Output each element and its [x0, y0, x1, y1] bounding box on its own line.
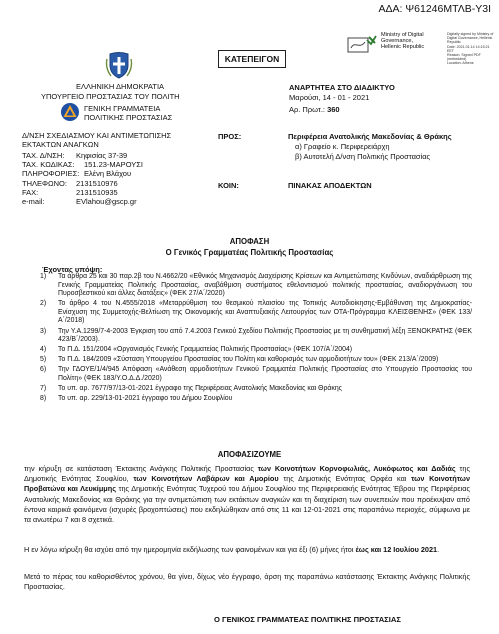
contact-value: Ελένη Βλάχου [84, 169, 132, 179]
list-item [40, 346, 472, 355]
signature-detail-line: Date: 2021.01.14 14:15:21 [447, 44, 490, 49]
list-item-number: 6) [40, 366, 47, 374]
contact-value: 151.23-ΜΑΡΟΥΣΙ [84, 160, 144, 170]
recipient-line-a: α) Γραφείο κ. Περιφερειάρχη [295, 142, 390, 151]
list-item-number: 5) [40, 356, 47, 364]
list-item-number: 1) [40, 273, 47, 280]
list-item-text: Το υπ. αρ. 229/13-01-2021 έγγραφο του Δήμου Σουφλίου [58, 395, 233, 403]
list-item-number: 7) [40, 385, 47, 393]
considerations-list [40, 273, 472, 404]
list-item-text: Την ΓΔΟΥΕ/1/4/945 Απόφαση «Ανάθεση αρμοδιοτήτων Γενικού Γραμματέα Πολιτικής Προστασίας στο Υπουργείο Προστασίας του Πολίτη» (ΦΕΚ 183/Υ.Ο.Δ.Δ./2020) [58, 366, 472, 383]
signer-line: Ministry of Digital [381, 32, 424, 38]
email-link[interactable]: EVlahou@gscp.gr [76, 197, 137, 207]
contact-block [22, 151, 143, 206]
contact-row [22, 188, 143, 197]
protocol-label: Αρ. Πρωτ.: [289, 105, 325, 114]
list-item [40, 356, 472, 365]
signer-line: Hellenic Republic [381, 44, 425, 51]
signature-detail-line: Digital Governance, Hellenic [447, 36, 493, 41]
list-item-text: Το υπ. αρ. 7677/97/13-01-2021 έγγραφο της Περιφέρειας Ανατολικής Μακεδονίας και Θράκης [58, 385, 343, 393]
decide-title: ΑΠΟΦΑΣΙΖΟΥΜΕ [217, 450, 282, 459]
secretariat-line-1: ΓΕΝΙΚΗ ΓΡΑΜΜΑΤΕΙΑ [84, 104, 161, 113]
signature-detail-line: Reason: Signed PDF [447, 53, 481, 58]
paragraph-bold: των Κοινοτήτων Κορνοφωλιάς, Λυκόφωτος και Δαδιάς [257, 464, 456, 473]
cc-value: ΠΙΝΑΚΑΣ ΑΠΟΔΕΚΤΩΝ [288, 181, 372, 190]
list-item-text: Το άρθρο 4 του Ν.4555/2018 «Μεταρρύθμιση του θεσμικού πλαισίου της Τοπικής Αυτοδιοίκησης-Εμβάθυνση της Δημοκρατίας-Ενίσχυση της Συμμετοχής-Βελτίωση της Οικονομικής και Αναπτυξιακής Λειτουργίας των ΟΤΑ-Πρόγραμμα ΚΛΕΙΣΘΕΝΗΣ» (ΦΕΚ 133/Α΄/2018) [58, 300, 472, 325]
signature-detail-line: Republic [447, 40, 461, 45]
signature-detail-line: Location: Athens [447, 61, 474, 66]
list-item-number: 3) [40, 327, 47, 335]
contact-label: e-mail: [22, 197, 45, 207]
list-item [40, 385, 472, 394]
decision-paragraph-2 [24, 545, 470, 555]
directorate-line-2: ΕΚΤΑΚΤΩΝ ΑΝΑΓΚΩΝ [22, 140, 99, 149]
posted-online-label: ΑΝΑΡΤΗΤΕΑ ΣΤΟ ΔΙΑΔΙΚΤΥΟ [289, 83, 395, 92]
contact-row [22, 169, 143, 178]
greek-coat-of-arms-icon [104, 50, 134, 80]
contact-label: ΤΑΧ. ΚΩΔΙΚΑΣ: [22, 160, 75, 170]
contact-label: ΠΛΗΡΟΦΟΡΙΕΣ: [22, 169, 80, 179]
ada-code: ΑΔΑ: Ψ61246ΜΤΛΒ-Υ3Ι [378, 3, 491, 15]
civil-protection-logo-icon [60, 102, 80, 122]
paragraph-bold: έως και 12 Ιουλίου 2021 [355, 545, 438, 554]
paragraph-bold: των Κοινοτήτων Λαβάρων και Αμορίου [133, 474, 279, 484]
signature-details [447, 32, 497, 66]
contact-value: 2131510935 [76, 187, 118, 197]
ministry-name: ΥΠΟΥΡΓΕΙΟ ΠΡΟΣΤΑΣΙΑΣ ΤΟΥ ΠΟΛΙΤΗ [41, 92, 180, 101]
list-item-text: Το Π.Δ. 151/2004 «Οργανισμός Γενικής Γραμματείας Πολιτικής Προστασίας» (ΦΕΚ 107/Α΄/2004) [58, 346, 353, 354]
list-item-text: Την Υ.Α.1299/7-4-2003 Έγκριση του από 7.4.2003 Γενικού Σχεδίου Πολιτικής Προστασίας με τη συνθηματική λέξη ΞΕΝΟΚΡΑΤΗΣ (ΦΕΚ 423/Β΄/2003). [58, 327, 472, 344]
paragraph-text: της Δημοτικής Ενότητας Τυχερού του Δήμου Σουφλίου της Περιφερειακής Ενότητας Έβρου της Περιφέρειας Ανατολικής Μακεδονίας και Θράκης για την αντιμετώπιση των εκτάκτων αναγκών και τη διαχείριση των συνεπειών που προέκυψαν από έντονα καιρικά φαινόμενα (ισχυρές βροχοπτώσεις) που εκδηλώθηκαν από στις 11 και 12-01-2021 στις παραπάνω περιοχές, σύμφωνα με τα ανωτέρω 7 και 8 σχετικά. [24, 484, 471, 525]
list-item [40, 366, 472, 383]
place-date: Μαρούσι, 14 - 01 - 2021 [289, 93, 370, 102]
secretariat-line-2: ΠΟΛΙΤΙΚΗΣ ΠΡΟΣΤΑΣΙΑΣ [84, 113, 173, 122]
list-item-number: 4) [40, 346, 47, 354]
considering-heading: Έχοντας υπόψη: [42, 265, 103, 274]
contact-row [22, 197, 143, 206]
paragraph-text: της Δημοτικής Ενότητας Σουφλίου, [24, 464, 470, 484]
decision-paragraph-3: Μετά το πέρας του καθορισθέντος χρόνου, θα γίνει, δίχως νέο έγγραφο, άρση της παραπάνω κατάστασης Έκτακτης Ανάγκης Πολιτικής Προστασίας. [24, 572, 470, 592]
paragraph-text: Η εν λόγω κήρυξη θα ισχύει από την ημερομηνία εκδήλωσης των φαινομένων και για έξι (6) μήνες ήτοι [24, 545, 356, 554]
recipient-line-b: β) Αυτοτελή Δ/νση Πολιτικής Προστασίας [295, 152, 431, 161]
digital-signature-icon [347, 34, 377, 56]
paragraph-text: . [437, 545, 440, 554]
directorate-line-1: Δ/ΝΣΗ ΣΧΕΔΙΑΣΜΟΥ ΚΑΙ ΑΝΤΙΜΕΤΩΠΙΣΗΣ [22, 131, 172, 140]
contact-label: ΤΑΧ. Δ/ΝΣΗ: [22, 151, 65, 160]
list-item-number: 8) [40, 395, 47, 403]
contact-row [22, 160, 143, 169]
signature-detail-line: (embedded) [447, 57, 467, 62]
contact-row [22, 179, 143, 188]
list-item [40, 328, 472, 345]
signature-detail-line: EET [447, 48, 454, 53]
list-item-number: 2) [40, 300, 47, 308]
paragraph-text: την κήρυξη σε κατάσταση Έκτακτης Ανάγκης Πολιτικής Προστασίας [24, 464, 258, 473]
list-item-text: Το Π.Δ. 184/2009 «Σύσταση Υπουργείου Προστασίας του Πολίτη και καθορισμός των αρμοδιοτήτων του» (ΦΕΚ 213/Α΄/2009) [58, 356, 439, 364]
paragraph-text: της Δημοτικής Ενότητας Ορφέα και [278, 474, 412, 484]
list-item [40, 273, 472, 299]
protocol-value: 360 [327, 105, 340, 114]
republic-name: ΕΛΛΗΝΙΚΗ ΔΗΜΟΚΡΑΤΙΑ [75, 82, 165, 91]
contact-label: FAX: [22, 187, 39, 197]
list-item [40, 300, 472, 326]
contact-value: Κηφισίας 37-39 [76, 151, 128, 160]
contact-value: 2131510976 [76, 178, 118, 188]
decision-subtitle: Ο Γενικός Γραμματέας Πολιτικής Προστασίας [165, 248, 334, 257]
list-item [40, 395, 472, 404]
list-item-text: Τα άρθρα 25 και 30 παρ.2β του Ν.4662/20 «Εθνικός Μηχανισμός Διαχείρισης Κρίσεων και Αντιμετώπισης Κινδύνων, αναδιάρθρωση της Γενικής Γραμματείας Πολιτικής Προστασίας, αναβάθμιση συστήματος εθελοντισμού πολιτικής προστασίας, αναδιοργάνωση του Πυροσβεστικού και άλλες διατάξεις» (ΦΕΚ 27/Α΄/2020) [58, 273, 472, 298]
signature-signer [381, 32, 443, 51]
paragraph-bold: των Κοινοτήτων Προβατώνα και Λευκίμμης [24, 474, 470, 494]
urgent-box: ΚΑΤΕΠΕΙΓΟΝ [218, 50, 286, 68]
signature-detail-line: Digitally signed by Ministry of [447, 32, 494, 36]
decision-title: ΑΠΟΦΑΣΗ [229, 237, 270, 246]
contact-row [22, 151, 143, 160]
closing-signature-title: Ο ΓΕΝΙΚΟΣ ΓΡΑΜΜΑΤΕΑΣ ΠΟΛΙΤΙΚΗΣ ΠΡΟΣΤΑΣΙΑΣ [214, 615, 401, 624]
signer-line: Governance, [381, 38, 414, 45]
contact-label: ΤΗΛΕΦΩΝΟ: [22, 178, 67, 188]
to-label: ΠΡΟΣ: [218, 132, 242, 141]
protocol-number [289, 105, 340, 114]
decision-paragraph-1 [24, 464, 470, 525]
cc-label: ΚΟΙΝ: [218, 181, 239, 190]
recipient-name: Περιφέρεια Ανατολικής Μακεδονίας & Θράκης [288, 132, 452, 141]
